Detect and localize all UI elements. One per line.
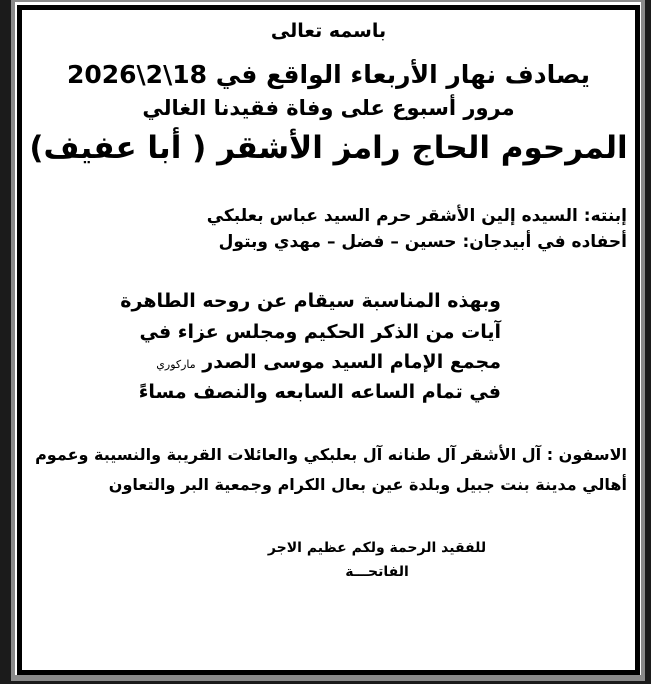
event-line-1: وبهذه المناسبة سيقام عن روحه الطاهرة (120, 290, 501, 312)
date-line: يصادف نهار الأربعاء الواقع في 18\2\2026 (66, 60, 591, 89)
occasion-line: مرور أسبوع على وفاة فقيدنا الغالي (142, 96, 515, 120)
event-line-3 (156, 353, 501, 372)
invocation: باسمه تعالى (270, 20, 387, 42)
closing-fatiha: الفاتحـــة (345, 564, 409, 580)
obituary-notice (17, 5, 640, 675)
venue-name: مجمع الإمام السيد موسى الصدر (202, 351, 501, 373)
venue-location: ماركوري (156, 358, 196, 371)
event-time: في تمام الساعه السابعه والنصف مساءً (138, 381, 501, 403)
mourners-line-1: الاسفون : آل الأشقر آل طنانه آل بعلبكي والعائلات القريبة والنسيبة وعموم (35, 445, 627, 464)
closing-condolence: للفقيد الرحمة ولكم عظيم الاجر (267, 540, 487, 556)
grandchildren-line: أحفاده في أبيدجان: حسين – فضل – مهدي وبتول (218, 232, 627, 252)
deceased-name: المرحوم الحاج رامز الأشقر ( أبا عفيف) (29, 130, 628, 166)
mourners-line-2: أهالي مدينة بنت جبيل وبلدة عين بعال الكرام وجمعية البر والتعاون (108, 475, 627, 494)
event-line-2: آيات من الذكر الحكيم ومجلس عزاء في (139, 321, 501, 343)
daughter-line: إبنته: السيده إلين الأشقر حرم السيد عباس بعلبكي (206, 206, 627, 226)
